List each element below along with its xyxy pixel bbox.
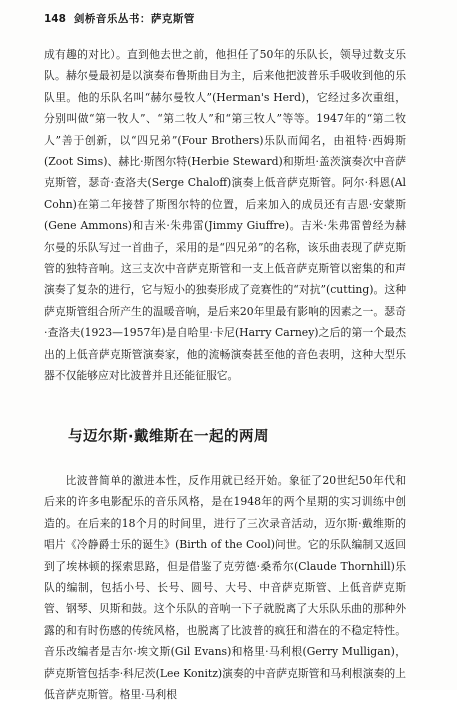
running-head — [44, 12, 195, 26]
paragraph-section-start: 比波普简单的激进本性，反作用就已经开始。象征了20世纪50年代和后来的许多电影配乐的音乐风格，是在1948年的两个星期的实习训练中创造的。在后来的18个月的时间里，进行了三次录音活动，迈尔斯·戴维斯的唱片《冷静爵士乐的诞生》(Birth of the Cool)问世。它的乐队编制又返回到了埃林顿的探索思路，但是借鉴了克劳德·桑希尔(Claude Thornhill)乐队的编制，包括小号、长号、圆号、大号、中音萨克斯管、上低音萨克斯管、钢琴、贝斯和鼓。这个乐队的音响一下子就脱离了大乐队乐曲的那种外露的和有时伤感的传统风格，也脱离了比波普的疯狂和潜在的不稳定特性。音乐改编者是吉尔·埃文斯(Gil Evans)和格里·马利根(Gerry Mulligan)，萨克斯管包括李·科尼茨(Lee Konitz)演奏的中音萨克斯管和马利根演奏的上低音萨克斯管。格里·马利根 — [44, 474, 406, 702]
text-block-bottom — [44, 470, 406, 705]
text-block-top — [44, 44, 406, 387]
page-number: 148 — [44, 13, 66, 25]
section-heading: 与迈尔斯·戴维斯在一起的两周 — [68, 429, 270, 445]
paragraph-continued: 成有趣的对比）。直到他去世之前，他担任了50年的乐队长，领导过数支乐队。赫尔曼最初是以演奏布鲁斯曲目为主，后来他把波普乐手吸收到他的乐队里。他的乐队名叫“赫尔曼牧人”(Herman's Herd)，它经过多次重组，分别叫做“第一牧人”、“第二牧人”和“第三牧人”等等。1947年的“第二牧人”善于创新，以“四兄弟”(Four Brothers)乐队而闻名，由祖特·西姆斯(Zoot Sims)、赫比·斯图尔特(Herbie Steward)和斯坦·盖茨演奏次中音萨克斯管，瑟奇·查洛夫(Serge Chaloff)演奏上低音萨克斯管。阿尔·科恩(Al Cohn)在第二年接替了斯图尔特的位置，后来加入的成员还有吉恩·安蒙斯(Gene Ammons)和吉米·朱弗雷(Jimmy Giuffre)。吉米·朱弗雷曾经为赫尔曼的乐队写过一首曲子，采用的是“四兄弟”的名称，该乐曲表现了萨克斯管的独特音响。这三支次中音萨克斯管和一支上低音萨克斯管以密集的和声演奏了复杂的进行，它与短小的独奏形成了竞赛性的“对抗”(cutting)。这种萨克斯管组合所产生的温暖音响，是后来20年里最有影响的因素之一。瑟奇·查洛夫(1923—1957年)是自哈里·卡尼(Harry Carney)之后的第一个最杰出的上低音萨克斯管演奏家，他的流畅演奏甚至他的音色表明，这种大型乐器不仅能够应对比波普并且还能征服它。 — [44, 48, 406, 383]
series-title: 剑桥音乐丛书：萨克斯管 — [73, 13, 195, 25]
